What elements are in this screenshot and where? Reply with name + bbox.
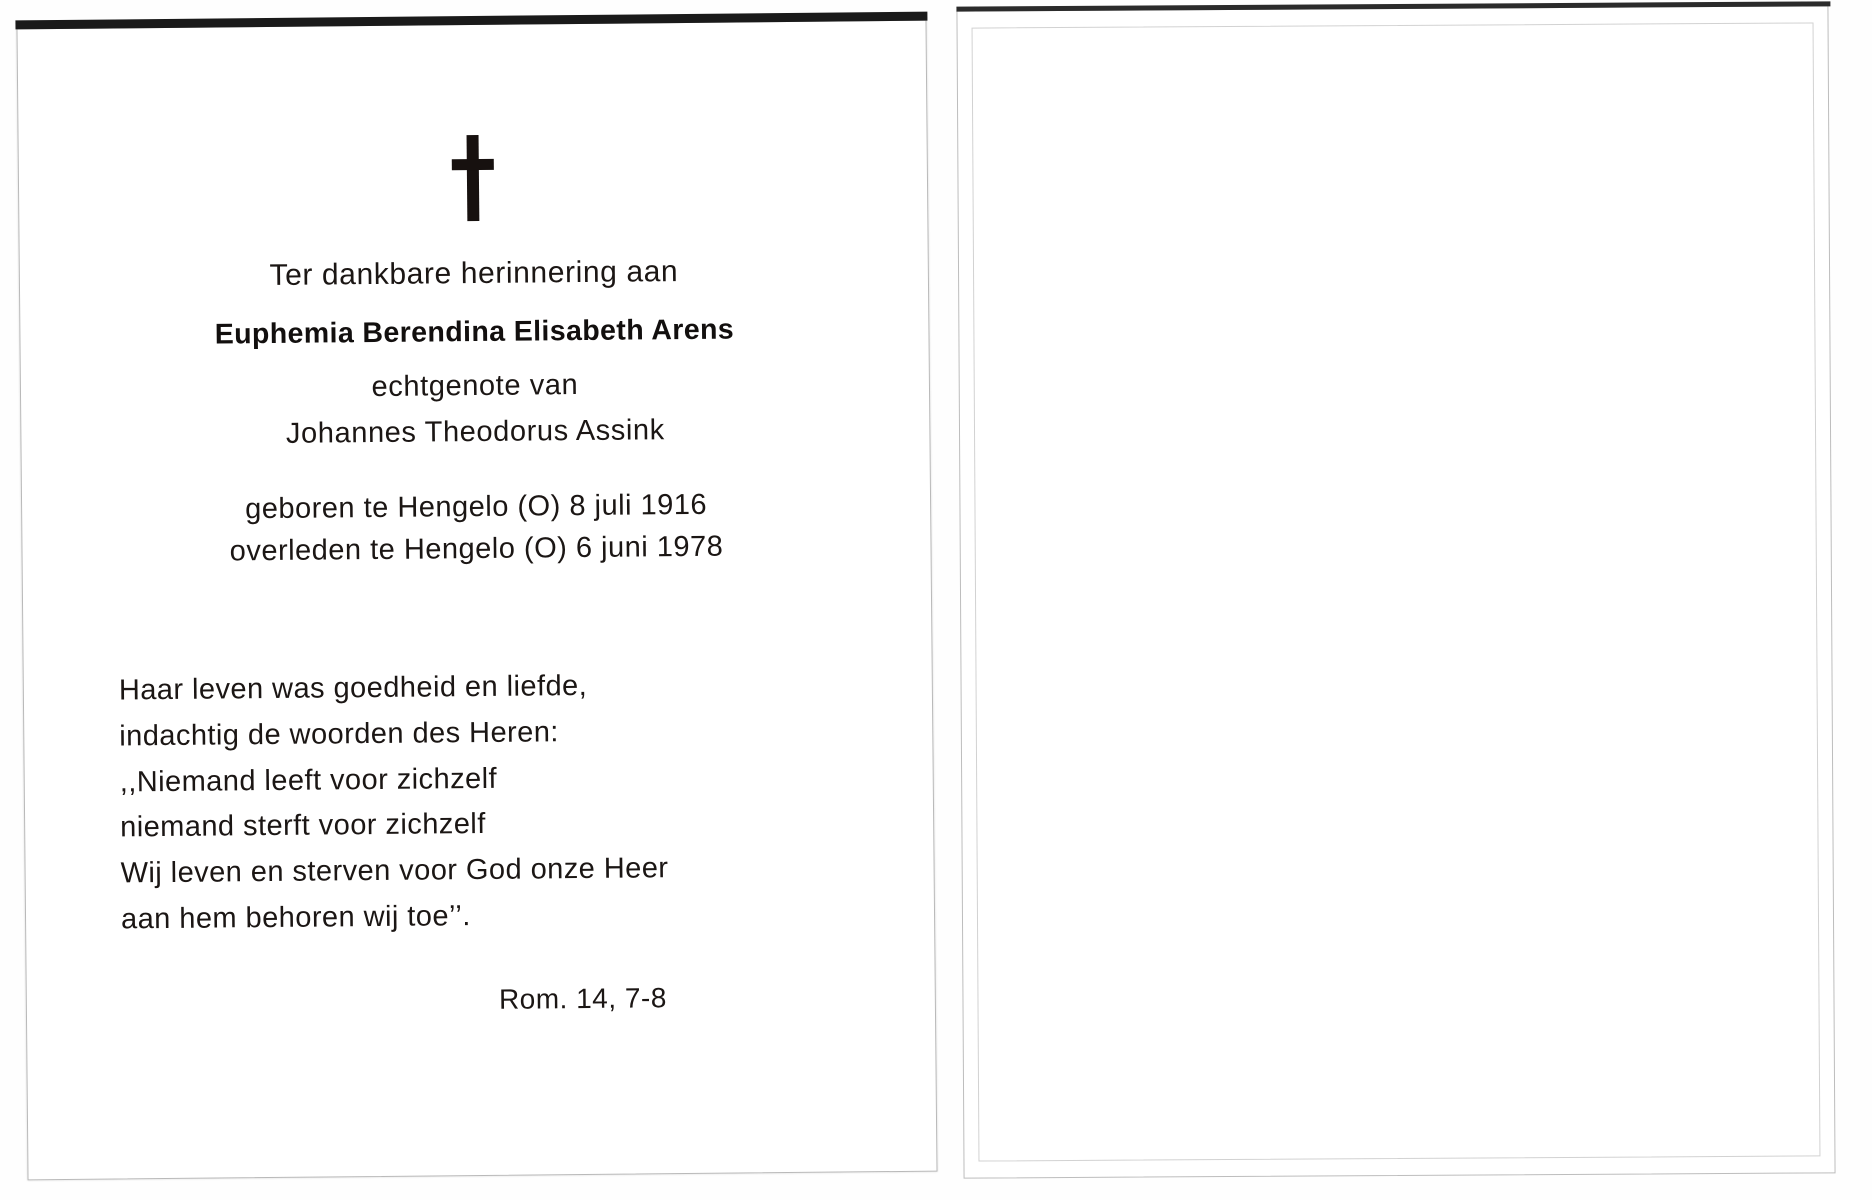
deceased-name: Euphemia Berendina Elisabeth Arens bbox=[214, 313, 735, 351]
memorial-heading-block bbox=[20, 249, 931, 574]
right-page-blank-area bbox=[972, 22, 1821, 1161]
cross-vertical-bar bbox=[467, 135, 480, 221]
verse-line: niemand sterft voor zichzelf bbox=[120, 808, 486, 844]
latin-cross-icon bbox=[444, 135, 503, 222]
verse-line: aan hem behoren wij toe’’. bbox=[120, 900, 471, 936]
verse-line: ,,Niemand leeft voor zichzelf bbox=[119, 762, 498, 799]
verse-line: Haar leven was goedheid en liefde, bbox=[118, 669, 588, 707]
verse-line: indachtig de woorden des Heren: bbox=[119, 716, 559, 753]
life-dates-block bbox=[22, 483, 931, 574]
cross-horizontal-bar bbox=[452, 159, 494, 170]
cross-icon-container bbox=[19, 131, 928, 226]
verse-line: Wij leven en sterven voor God onze Heer bbox=[120, 852, 669, 890]
memorial-intro-line: Ter dankbare herinnering aan bbox=[269, 255, 679, 292]
spouse-name: Johannes Theodorus Assink bbox=[285, 414, 665, 451]
left-page-content bbox=[18, 21, 937, 1180]
memorial-card-right-page bbox=[956, 5, 1835, 1178]
spouse-label: echtgenote van bbox=[371, 369, 579, 404]
verse-reference: Rom. 14, 7-8 bbox=[498, 982, 667, 1015]
verse-block bbox=[119, 661, 875, 1019]
death-line: overleden te Hengelo (O) 6 juni 1978 bbox=[229, 530, 724, 567]
memorial-card-left-page bbox=[16, 20, 937, 1181]
birth-line: geboren te Hengelo (O) 8 juli 1916 bbox=[244, 489, 708, 526]
